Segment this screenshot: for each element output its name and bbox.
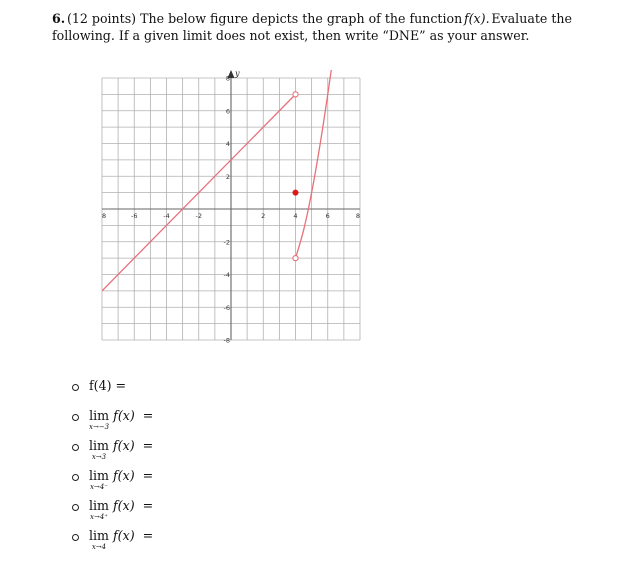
problem-text-a: (12 points) The below figure depicts the graph of the function [66, 11, 463, 26]
y-tick-label: 8 [225, 74, 230, 83]
y-tick-label: 6 [225, 107, 230, 116]
part-expression [89, 498, 153, 521]
y-tick-label: 4 [225, 140, 230, 148]
equals-sign: = [142, 408, 154, 423]
limit-function: f(x) [113, 408, 135, 423]
limit-subscript: x→4⁻ [90, 483, 108, 491]
part-expression [89, 468, 153, 491]
x-tick-label: -6 [131, 212, 138, 220]
limit-operator [89, 498, 109, 521]
limit-subscript: x→−3 [89, 423, 110, 431]
y-axis-label: y [235, 70, 240, 78]
y-tick-label: -8 [223, 336, 230, 345]
problem-text-b: Evaluate the [491, 11, 572, 26]
y-tick-label: -2 [223, 238, 230, 247]
bullet-icon [72, 444, 79, 451]
equals-sign: = [142, 468, 154, 483]
problem-line-2: following. If a given limit does not exist, then write “DNE” as your answer. [52, 28, 530, 43]
bullet-icon [72, 474, 79, 481]
bullet-icon [72, 414, 79, 421]
function-curve-2 [296, 70, 341, 258]
bullet-icon [72, 504, 79, 511]
limit-operator [89, 438, 109, 461]
function-name: f(x). [463, 11, 490, 26]
limit-word: lim [89, 498, 109, 513]
part-expression [89, 408, 153, 431]
bullet-icon [72, 534, 79, 541]
function-graph [100, 70, 362, 350]
equals-sign: = [142, 528, 154, 543]
open-endpoint-1 [293, 92, 298, 97]
limit-subscript: x→4 [91, 543, 107, 551]
limit-word: lim [89, 528, 109, 543]
x-tick-label: -2 [195, 212, 202, 220]
limit-word: lim [89, 468, 109, 483]
problem-line-1 [52, 10, 572, 27]
x-tick-label: 8 [102, 212, 107, 220]
open-endpoint-2 [293, 256, 298, 261]
y-tick-label: -4 [223, 271, 230, 279]
equals-sign: = [142, 498, 154, 513]
limit-function: f(x) [113, 468, 135, 483]
y-tick-label: 2 [225, 172, 230, 181]
problem-number: 6. [52, 11, 66, 26]
y-tick-label: -6 [223, 303, 230, 312]
limit-word: lim [89, 408, 110, 423]
limit-operator [89, 468, 109, 491]
limit-operator [89, 408, 109, 431]
x-tick-label: 2 [261, 212, 266, 220]
problem-statement [52, 10, 572, 44]
x-tick-label: 6 [325, 212, 330, 220]
part-expression [89, 528, 153, 551]
limit-operator [89, 528, 109, 551]
x-tick-label: 8 [355, 212, 360, 220]
equals-sign: = [142, 438, 154, 453]
filled-point [293, 190, 299, 196]
x-tick-label: 4 [293, 212, 298, 220]
bullet-icon [72, 384, 79, 391]
limit-word: lim [89, 438, 109, 453]
part-expression [89, 378, 126, 393]
limit-function: f(x) [113, 498, 135, 513]
part-value-text: f(4) = [89, 378, 127, 393]
limit-subscript: x→3 [91, 453, 107, 461]
limit-function: f(x) [113, 438, 135, 453]
x-tick-label: -4 [163, 212, 170, 220]
part-expression [89, 438, 153, 461]
limit-function: f(x) [113, 528, 135, 543]
limit-subscript: x→4⁺ [90, 513, 108, 521]
